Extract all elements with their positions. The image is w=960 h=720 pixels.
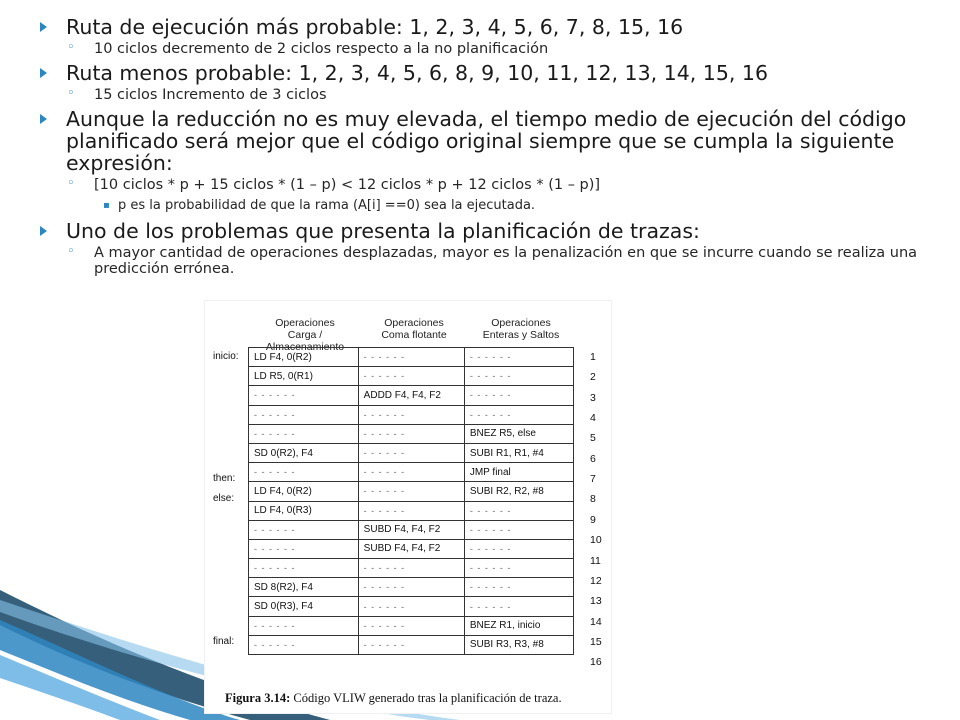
table-cell: SD 0(R3), F4 — [249, 597, 359, 616]
bullet-level1 — [36, 62, 936, 84]
figure-vliw-table — [204, 300, 612, 714]
figure-caption: Figura 3.14: Código VLIW generado tras la planificación de traza. — [225, 691, 562, 705]
vliw-table — [248, 347, 574, 655]
bullet-level1 — [36, 16, 936, 38]
row-number: 8 — [590, 493, 596, 506]
bullet-text: A mayor cantidad de operaciones desplazadas, mayor es la penalización en que se incurre cuando se realiza una predicción errónea. — [94, 245, 918, 277]
table-cell: - - - - - - — [464, 539, 573, 558]
row-label: then: — [213, 473, 236, 485]
bullet-marker-icon: ◦ — [67, 40, 75, 55]
table-cell: SUBI R3, R3, #8 — [464, 635, 573, 654]
table-cell: - - - - - - — [464, 367, 573, 386]
table-cell: - - - - - - — [249, 424, 359, 443]
bullet-level3 — [36, 198, 936, 214]
table-row — [249, 367, 574, 386]
table-cell: - - - - - - — [358, 424, 464, 443]
row-label: inicio: — [213, 351, 239, 362]
table-cell: - - - - - - — [249, 520, 359, 539]
table-row — [249, 443, 574, 462]
row-label: else: — [213, 493, 235, 505]
bullet-level2 — [36, 177, 936, 193]
bullet-text: Ruta menos probable: 1, 2, 3, 4, 5, 6, 8, 9, 10, 11, 12, 13, 14, 15, 16 — [66, 61, 768, 85]
row-number: 9 — [590, 513, 596, 526]
row-number: 4 — [590, 412, 596, 425]
bullet-text: 10 ciclos decremento de 2 ciclos respecto a la no planificación — [94, 41, 549, 57]
table-cell: - - - - - - — [464, 386, 573, 405]
table-row — [249, 520, 574, 539]
table-cell: SUBD F4, F4, F2 — [358, 520, 464, 539]
col-header-int-branch: Operaciones Enteras y Saltos — [482, 317, 560, 341]
row-number: 15 — [590, 635, 602, 648]
row-number: 5 — [590, 432, 596, 445]
bullet-text: Ruta de ejecución más probable: 1, 2, 3, 4, 5, 6, 7, 8, 15, 16 — [66, 15, 684, 39]
table-cell: LD F4, 0(R2) — [249, 482, 359, 501]
table-cell: LD F4, 0(R3) — [249, 501, 359, 520]
row-number: 11 — [590, 554, 601, 567]
bullet-text: 15 ciclos Incremento de 3 ciclos — [94, 87, 327, 103]
table-cell: - - - - - - — [358, 635, 464, 654]
table-cell: - - - - - - — [358, 405, 464, 424]
row-number: 14 — [590, 615, 602, 628]
table-cell: SUBI R2, R2, #8 — [464, 482, 573, 501]
table-row — [249, 539, 574, 558]
row-number: 3 — [590, 391, 596, 404]
bullet-text: Aunque la reducción no es muy elevada, el tiempo medio de ejecución del código planificado será mejor que el código original siempre que se cumpla la siguiente expresión: — [66, 107, 907, 175]
table-cell: - - - - - - — [249, 635, 359, 654]
table-cell: - - - - - - — [464, 559, 573, 578]
table-row — [249, 578, 574, 597]
table-cell: - - - - - - — [464, 578, 573, 597]
table-cell: SUBD F4, F4, F2 — [358, 539, 464, 558]
table-cell: - - - - - - — [358, 559, 464, 578]
row-number: 16 — [590, 656, 602, 669]
table-cell: - - - - - - — [249, 463, 359, 482]
table-row — [249, 348, 574, 367]
bullet-marker-icon: ◦ — [67, 244, 75, 259]
bullet-level2 — [36, 87, 936, 103]
table-cell: LD F4, 0(R2) — [249, 348, 359, 367]
table-cell: BNEZ R1, inicio — [464, 616, 573, 635]
table-cell: - - - - - - — [249, 386, 359, 405]
row-number: 2 — [590, 371, 596, 384]
table-cell: - - - - - - — [249, 616, 359, 635]
bullet-marker-icon — [40, 22, 47, 32]
table-cell: - - - - - - — [358, 367, 464, 386]
table-row — [249, 616, 574, 635]
bullet-marker-icon — [40, 226, 47, 236]
table-cell: - - - - - - — [249, 559, 359, 578]
table-cell: - - - - - - — [464, 597, 573, 616]
bullet-level2 — [36, 41, 936, 57]
bullet-level2 — [36, 245, 936, 277]
table-cell: BNEZ R5, else — [464, 424, 573, 443]
table-row — [249, 482, 574, 501]
row-number: 12 — [590, 574, 602, 587]
table-cell: SD 8(R2), F4 — [249, 578, 359, 597]
table-cell: - - - - - - — [358, 597, 464, 616]
table-cell: - - - - - - — [464, 501, 573, 520]
table-cell: - - - - - - — [358, 578, 464, 597]
table-cell: - - - - - - — [249, 539, 359, 558]
bullet-marker-icon: ◦ — [67, 86, 75, 101]
table-row — [249, 386, 574, 405]
table-row — [249, 405, 574, 424]
table-cell: - - - - - - — [249, 405, 359, 424]
bullet-list — [36, 16, 936, 282]
table-cell: - - - - - - — [464, 348, 573, 367]
row-number: 10 — [590, 534, 602, 547]
row-number: 7 — [590, 473, 596, 486]
bullet-marker-icon: ▪ — [103, 200, 110, 211]
table-cell: SD 0(R2), F4 — [249, 443, 359, 462]
row-number: 1 — [590, 351, 596, 363]
table-cell: - - - - - - — [358, 348, 464, 367]
table-row — [249, 635, 574, 654]
table-cell: - - - - - - — [358, 482, 464, 501]
table-cell: - - - - - - — [358, 616, 464, 635]
table-cell: JMP final — [464, 463, 573, 482]
table-cell: - - - - - - — [358, 463, 464, 482]
table-cell: SUBI R1, R1, #4 — [464, 443, 573, 462]
bullet-text: [10 ciclos * p + 15 ciclos * (1 – p) < 12 ciclos * p + 12 ciclos * (1 – p)] — [94, 177, 601, 193]
table-row — [249, 424, 574, 443]
table-row — [249, 597, 574, 616]
table-cell: ADDD F4, F4, F2 — [358, 386, 464, 405]
bullet-marker-icon — [40, 68, 47, 78]
table-cell: - - - - - - — [464, 405, 573, 424]
table-row — [249, 501, 574, 520]
bullet-level1 — [36, 108, 936, 174]
table-cell: LD R5, 0(R1) — [249, 367, 359, 386]
bullet-text: Uno de los problemas que presenta la planificación de trazas: — [66, 219, 700, 243]
col-header-load-store: Operaciones Carga / Almacenamiento — [265, 317, 345, 353]
row-number: 6 — [590, 452, 596, 465]
table-cell: - - - - - - — [358, 501, 464, 520]
row-label: final: — [213, 635, 235, 647]
table-cell: - - - - - - — [464, 520, 573, 539]
table-row — [249, 559, 574, 578]
bullet-level1 — [36, 220, 936, 242]
row-number: 13 — [590, 595, 602, 608]
table-cell: - - - - - - — [358, 443, 464, 462]
table-row — [249, 463, 574, 482]
bullet-marker-icon — [40, 114, 47, 124]
col-header-float: Operaciones Coma flotante — [381, 317, 447, 341]
bullet-text: p es la probabilidad de que la rama (A[i] ==0) sea la ejecutada. — [118, 198, 536, 213]
bullet-marker-icon: ◦ — [67, 176, 75, 191]
